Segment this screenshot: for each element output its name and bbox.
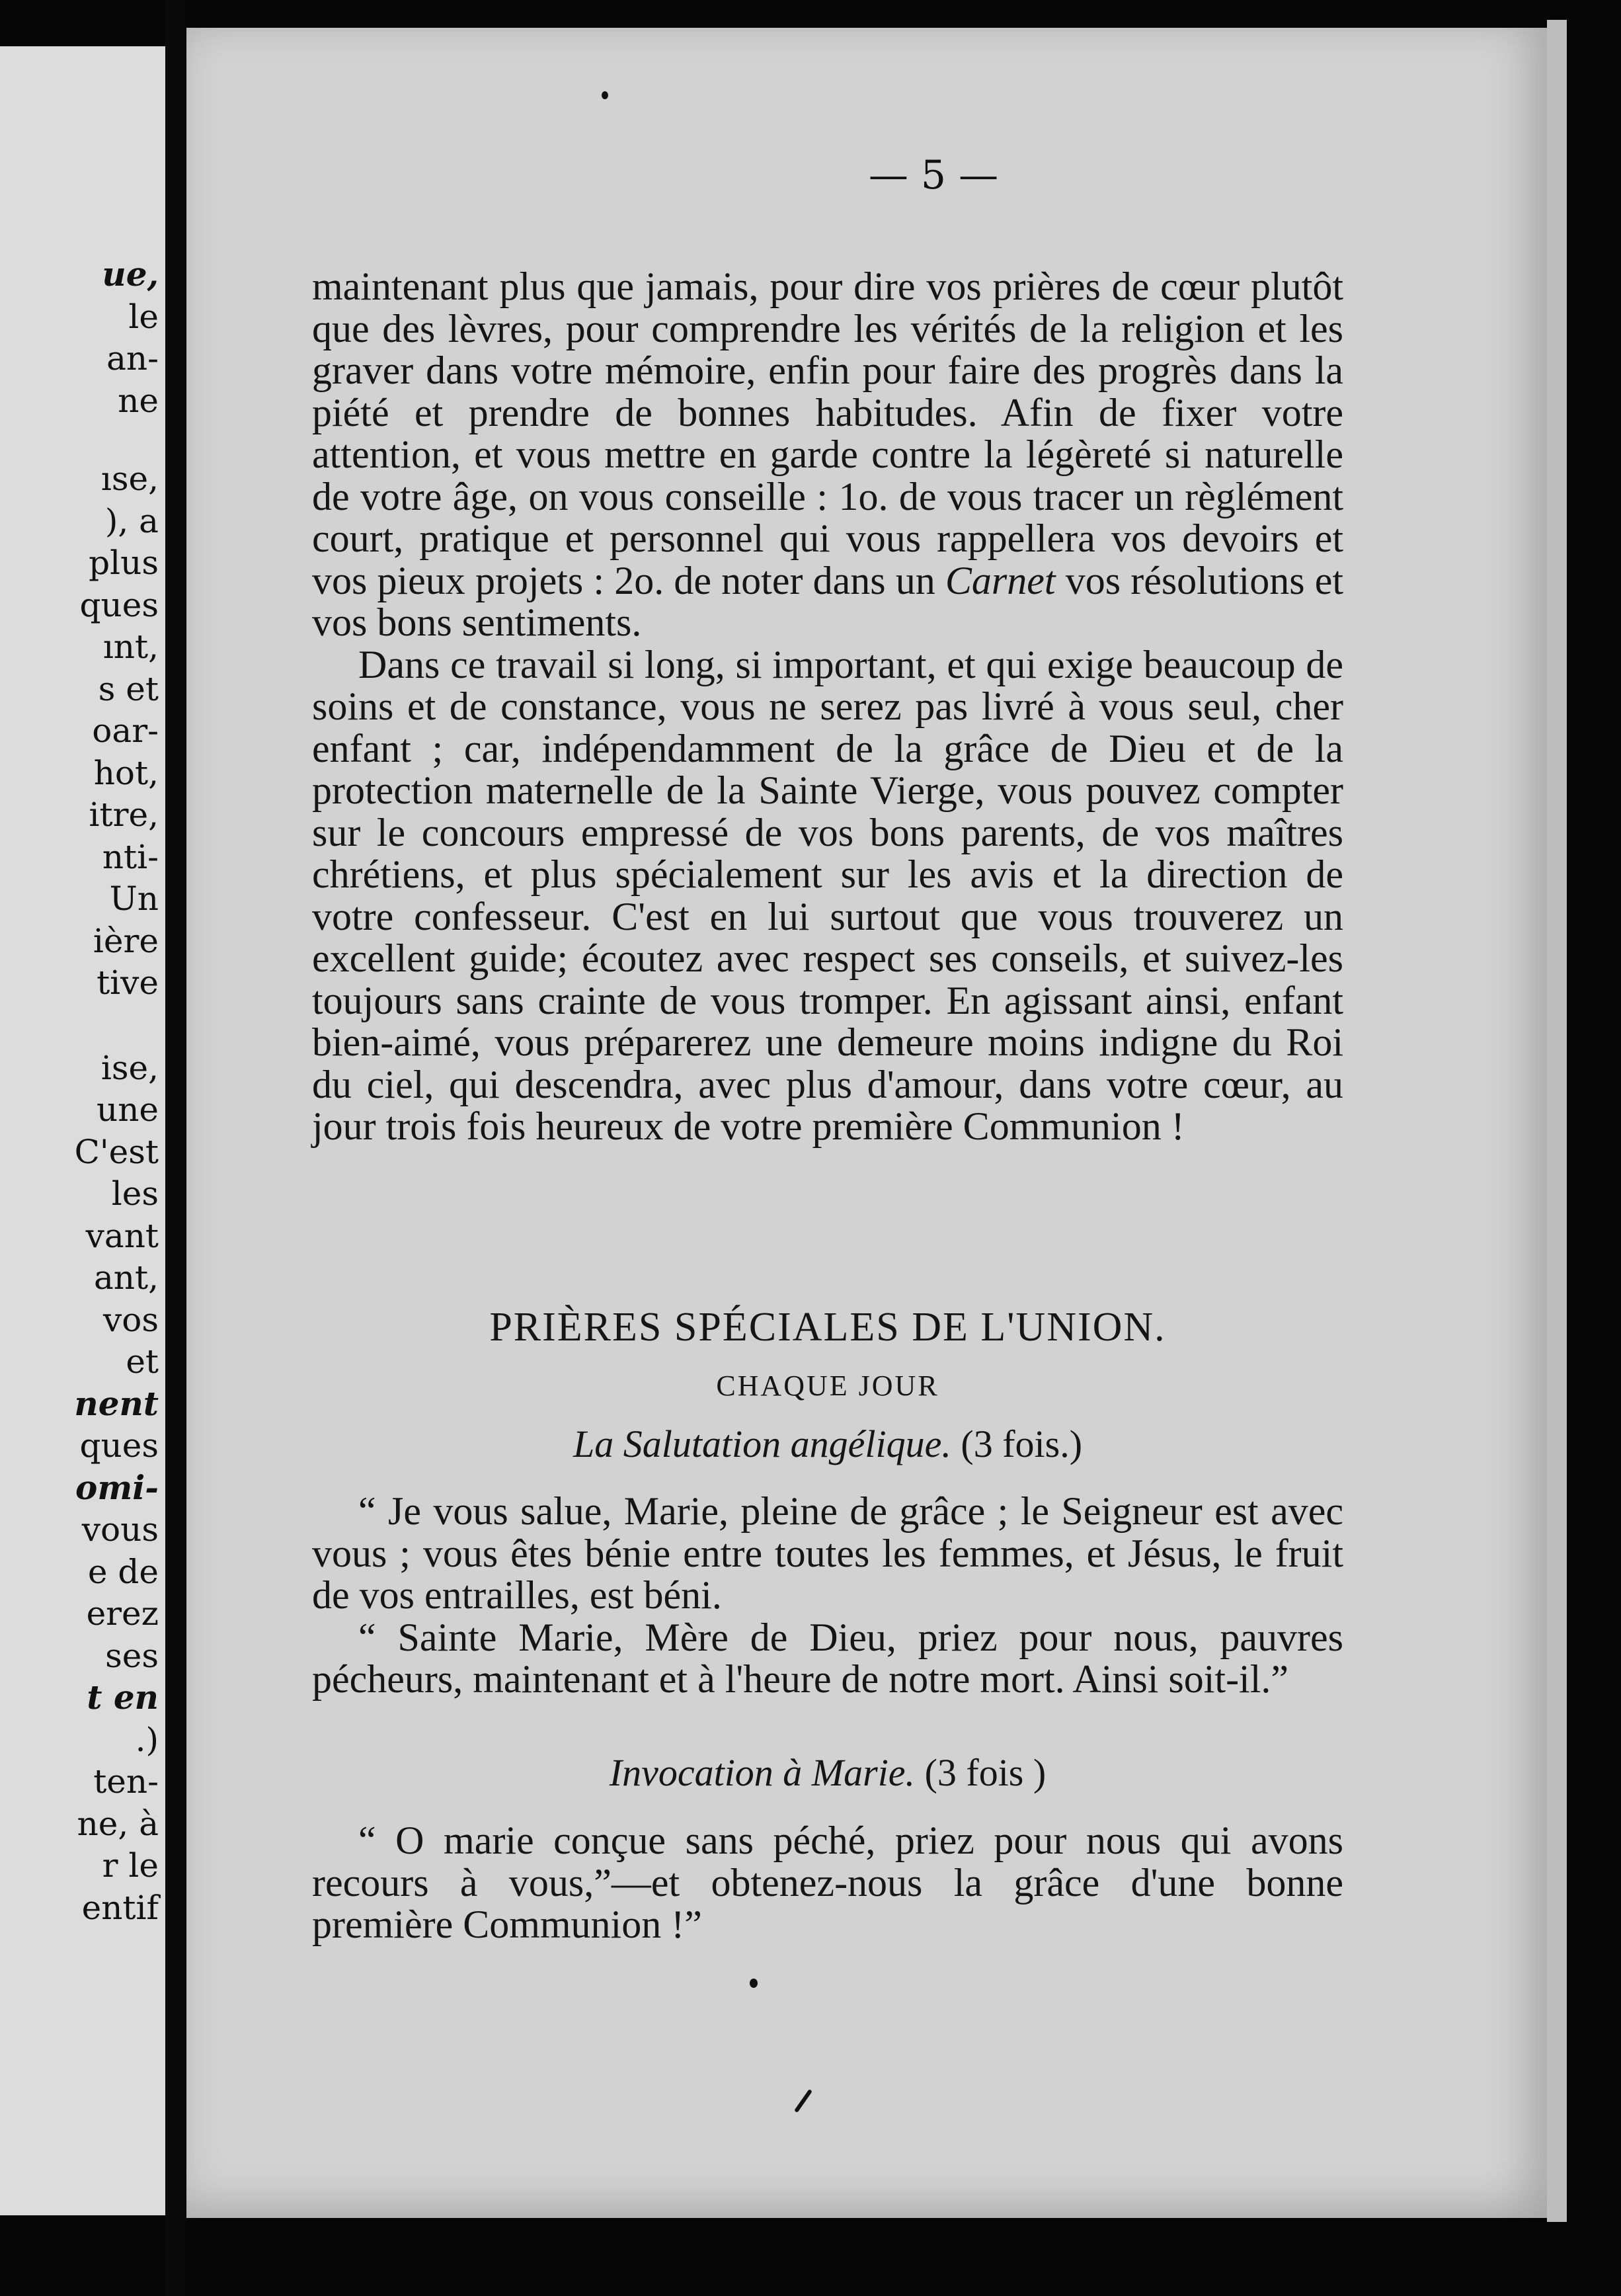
left-page-line: ıse,: [100, 460, 159, 498]
left-page-line: ise,: [100, 1048, 159, 1087]
book-page: [186, 28, 1547, 2218]
prayer-2: [312, 1820, 1343, 1946]
left-page-line: une: [97, 1090, 159, 1129]
paragraph-1-end: vos résolutions et vos bons sentiments.: [312, 558, 1343, 644]
ink-speck: [750, 1979, 758, 1988]
left-page-fragment: [0, 46, 165, 2215]
left-page-line: hot,: [93, 753, 159, 792]
left-page-line: oar-: [92, 712, 159, 750]
prayer-2-part-1: “ O marie conçue sans péché, priez pour nous qui avons recours à vous,”—et obtenez-nous la grâce d'une bonne première Communion !”: [312, 1819, 1343, 1946]
prayer-1-title-text: La Salutation angélique.: [573, 1422, 951, 1465]
left-page-line: le: [128, 297, 159, 336]
ink-speck: [602, 91, 608, 99]
prayer-1-part-2: “ Sainte Marie, Mère de Dieu, priez pour nous, pauvres pécheurs, maintenant et à l'heure de notre mort. Ainsi soit-il.”: [312, 1615, 1343, 1701]
prayer-2-count: (3 fois ): [915, 1751, 1047, 1794]
left-page-line: s et: [98, 669, 159, 708]
left-page-line: C'est: [74, 1132, 159, 1171]
left-page-line: ue,: [102, 255, 159, 294]
left-page-line: itre,: [89, 796, 159, 834]
prayer-2-title: [312, 1750, 1343, 1795]
paragraph-1: [312, 266, 1343, 644]
left-page-line: ), a: [104, 501, 159, 540]
book-gutter: [165, 0, 185, 2296]
left-page-line: ses: [105, 1636, 159, 1675]
left-page-line: ques: [79, 585, 159, 624]
section-heading: PRIÈRES SPÉCIALES DE L'UNION.: [489, 1305, 1166, 1350]
paragraph-1-text: maintenant plus que jamais, pour dire vos prières de cœur plutôt que des lèvres, pour comprendre les vérités de la religion et les graver dans votre mémoire, enfin pour faire des progrès dans la piété et prendre de bonnes habitudes. Afin de fixer votre attention, et vous mettre en garde contre la légèreté si naturelle de votre âge, on vous conseille : 1o. de vous tracer un règlément court, pratique et personnel qui vous rappellera vos devoirs et vos pieux projets : 2o. de noter dans un: [312, 265, 1343, 602]
left-page-line: les: [111, 1174, 159, 1213]
left-page-line: vous: [81, 1510, 159, 1549]
left-page-line: ten-: [93, 1762, 159, 1801]
left-page-line: e de: [87, 1552, 159, 1591]
left-page-line: vos: [102, 1300, 159, 1339]
left-page-line: ière: [93, 921, 159, 960]
left-page-line: ne, à: [77, 1804, 159, 1843]
left-page-line: ne: [118, 381, 159, 420]
left-page-line: t en: [87, 1678, 159, 1717]
page-number: — 5 —: [868, 152, 999, 198]
left-page-line: ant,: [94, 1258, 159, 1297]
page-edge: [1547, 20, 1567, 2222]
prayer-1-part-1: “ Je vous salue, Marie, pleine de grâce ; le Seigneur est avec vous ; vous êtes bénie entre toutes les femmes, et Jésus, le fruit de vos entrailles, est béni.: [312, 1489, 1343, 1617]
paragraph-2: Dans ce travail si long, si important, et qui exige beaucoup de soins et de constance, vous ne serez pas livré à vous seul, cher enfant ; car, indépendamment de la grâce de Dieu et de la protection maternelle de la Sainte Vierge, vous pouvez compter sur le concours empressé de vos bons parents, de vos maîtres chrétiens, et plus spécialement sur les avis et la direction de votre confesseur. C'est en lui surtout que vous trouverez un excellent guide; écoutez avec respect ses conseils, et suivez-les toujours sans crainte de vous tromper. En agissant ainsi, enfant bien-aimé, vous préparerez une demeure moins indigne du Roi du ciel, qui descendra, avec plus d'amour, dans votre cœur, au jour trois fois heureux de votre première Communion !: [312, 642, 1343, 1148]
left-page-line: nent: [74, 1383, 159, 1423]
left-page-line: nti-: [102, 837, 159, 876]
carnet-italic: Carnet: [945, 558, 1056, 602]
left-page-line: r le: [102, 1846, 159, 1885]
left-page-line: tive: [97, 964, 159, 1002]
left-page-line: et: [126, 1342, 159, 1381]
subheading: CHAQUE JOUR: [716, 1370, 939, 1402]
left-page-line: entif: [81, 1888, 159, 1927]
body-text: [312, 266, 1343, 1148]
prayer-1-count: (3 fois.): [951, 1422, 1083, 1465]
left-page-line: plus: [89, 544, 159, 582]
prayer-1-title: [312, 1422, 1343, 1466]
left-page-line: ınt,: [102, 628, 159, 666]
left-page-line: ques: [79, 1426, 159, 1465]
left-page-line: .): [135, 1720, 159, 1759]
left-page-line: Un: [109, 880, 159, 918]
left-page-line: erez: [86, 1594, 159, 1633]
left-page-line: omi-: [75, 1467, 159, 1507]
prayer-1: [312, 1491, 1343, 1701]
prayer-2-title-text: Invocation à Marie.: [609, 1751, 916, 1794]
ink-speck: [794, 2089, 812, 2113]
left-page-line: vant: [85, 1216, 159, 1255]
left-page-line: an-: [106, 339, 159, 378]
